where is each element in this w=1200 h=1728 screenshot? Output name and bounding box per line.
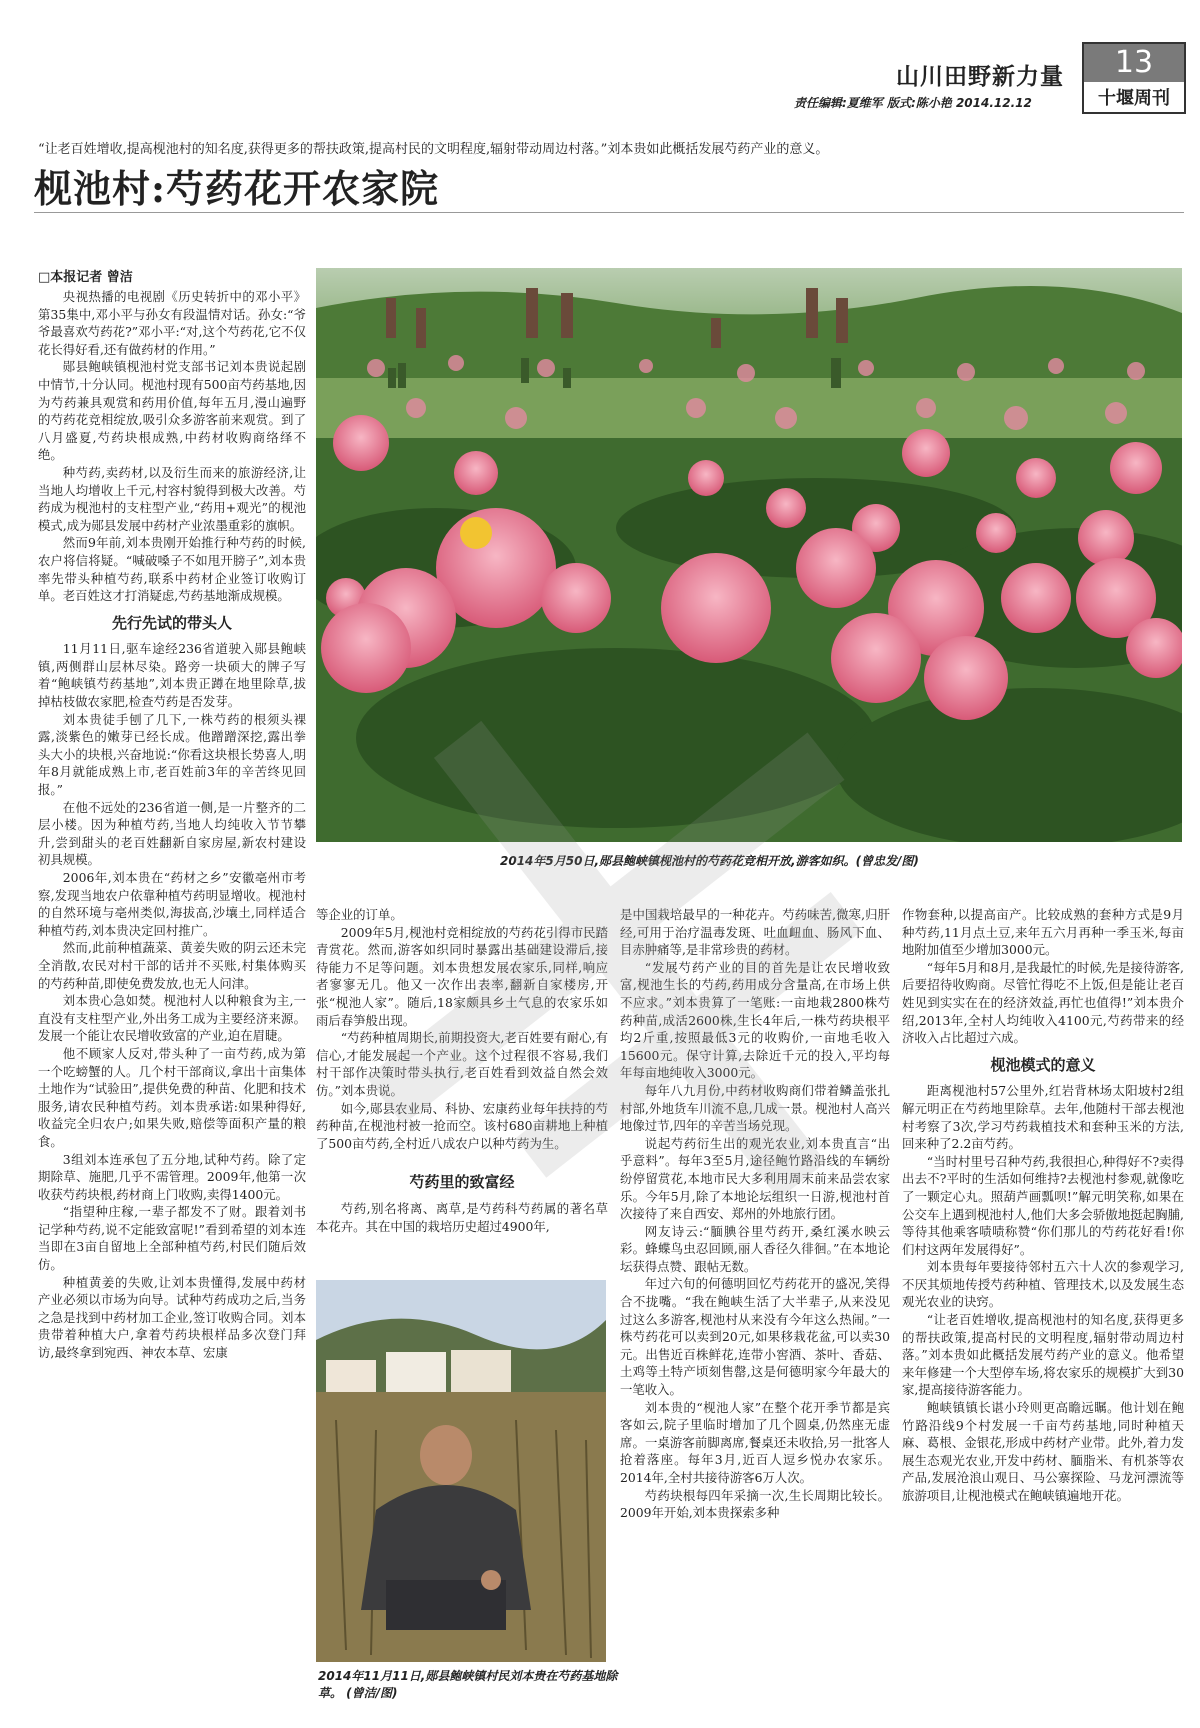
peony-field-photo	[316, 268, 1182, 842]
paragraph: “发展芍药产业的目的首先是让农民增收致富,枧池生长的芍药,药用成分含量高,在市场上供不应求。”刘本贵算了一笔账:一亩地栽2800株芍药种苗,成活2600株,生长4年后,一株芍药块根平均2斤重,按照最低3元的收购价,一亩地毛收入15600元。保守计算,去除近千元的投入,平均每年每亩地纯收入3000元。	[620, 959, 890, 1081]
page-number-box	[1082, 42, 1186, 114]
paragraph: 网友诗云:“腼腆谷里芍药开,桑红溪水映云彩。蜂蝶鸟虫忍回顾,丽人香径久徘徊。”在本地论坛获得点赞、跟帖无数。	[620, 1223, 890, 1274]
paragraph: “当时村里号召种芍药,我很担心,种得好不?卖得出去不?平时的生活如何维持?去枧池村参观,就像吃了一颗定心丸。照葫芦画瓢呗!”解元明笑称,如果在公交车上遇到枧池村人,他们大多会骄傲地挺起胸脯,等待其他乘客啧啧称赞“你们那儿的芍药花好看!你们村这两年发展得好”。	[902, 1153, 1184, 1257]
paragraph: 种植黄姜的失败,让刘本贵懂得,发展中药材产业必须以市场为向导。试种芍药成功之后,当务之急是找到中药材加工企业,签订收购合同。刘本贵带着种植大户,拿着芍药块根样品多次登门拜访,最终拿到宛西、神农本草、宏康	[38, 1274, 306, 1361]
paragraph: 每年八九月份,中药材收购商们带着鳞盖张扎村部,外地货车川流不息,几成一景。枧池村人高兴地像过节,四年的辛苦当场兑现。	[620, 1082, 890, 1134]
editor-credits: 责任编辑:夏维军 版式:陈小艳 2014.12.12	[794, 96, 1032, 110]
article-column-4	[902, 906, 1184, 1505]
paragraph: 11月11日,驱车途经236省道驶入郧县鲍峡镇,两侧群山层林尽染。路旁一块硕大的牌子写着“鲍峡镇芍药基地”,刘本贵正蹲在地里除草,拔掉枯枝做农家肥,检查芍药是否发芽。	[38, 641, 306, 710]
paragraph: “指望种庄稼,一辈子都发不了财。跟着刘书记学种芍药,说不定能致富呢!”看到希望的刘本连当即在3亩自留地上全部种植芍药,村民们随后效仿。	[38, 1204, 306, 1273]
paragraph: 2006年,刘本贵在“药材之乡”安徽亳州市考察,发现当地农户依靠种植芍药明显增收。枧池村的自然环境与亳州类似,海拔高,沙壤土,同样适合种植芍药,刘本贵决定回村推广。	[38, 870, 306, 938]
paragraph: 鲍峡镇镇长谌小玲则更高瞻远瞩。他计划在鲍竹路沿线9个村发展一千亩芍药基地,同时种植天麻、葛根、金银花,形成中药材产业带。此外,着力发展生态观光农业,开发中药材、腼脂米、有机茶等农产品,发展沧浪山观日、马公寨探险、马龙河漂流等旅游项目,让枧池模式在鲍峡镇遍地开花。	[902, 1400, 1184, 1503]
lead-quote: “让老百姓增收,提高枧池村的知名度,获得更多的帮扶政策,提高村民的文明程度,辐射带动周边村落。”刘本贵如此概括发展芍药产业的意义。	[38, 142, 829, 157]
paragraph: 如今,郧县农业局、科协、宏康药业每年扶持的芍药种苗,在枧池村被一抢而空。该村680亩耕地上种植了500亩芍药,全村近八成农户以种芍药为生。	[316, 1100, 608, 1151]
paragraph: 郧县鲍峡镇枧池村党支部书记刘本贵说起剧中情节,十分认同。枧池村现有500亩芍药基地,因为芍药兼具观赏和药用价值,每年五月,漫山遍野的芍药花竞相绽放,吸引众多游客前来观赏。到了八月盛夏,芍药块根成熟,中药材收购商络绎不绝。	[38, 359, 306, 463]
paragraph: 央视热播的电视剧《历史转折中的邓小平》第35集中,邓小平与孙女有段温情对话。孙女:“爷爷最喜欢芍药花?”邓小平:“对,这个芍药花,它不仅花长得好看,还有做药材的作用。”	[38, 289, 306, 357]
paragraph: 然而9年前,刘本贵刚开始推行种芍药的时候,农户将信将疑。“喊破嗓子不如甩开膀子”,刘本贵率先带头种植芍药,联系中药材企业签订收购订单。老百姓这才打消疑虑,芍药基地渐成规模。	[38, 535, 306, 604]
paragraph: 3组刘本连承包了五分地,试种芍药。除了定期除草、施肥,几乎不需管理。2009年,他第一次收获芍药块根,药材商上门收购,卖得1400元。	[38, 1151, 306, 1202]
farmer-photo	[316, 1280, 606, 1662]
byline: □本报记者 曾洁	[38, 270, 133, 285]
paper-name: 十堰周刊	[1098, 88, 1170, 109]
article-column-2	[316, 906, 608, 1235]
paragraph: 在他不远处的236省道一侧,是一片整齐的二层小楼。因为种植芍药,当地人均纯收入节节攀升,尝到甜头的老百姓翻新自家房屋,新农村建设初具规模。	[38, 799, 306, 868]
paragraph: 距离枧池村57公里外,红岩背林场太阳坡村2组解元明正在芍药地里除草。去年,他随村干部去枧池村考察了3次,学习芍药栽植技术和套种玉米的方法,回来种了2.2亩芍药。	[902, 1083, 1184, 1152]
subheading: 先行先试的带头人	[111, 613, 232, 632]
paragraph: 说起芍药衍生出的观光农业,刘本贵直言“出乎意料”。每年3至5月,途径鲍竹路沿线的车辆纷纷停留赏花,本地市民大多利用周末前来品尝农家乐。今年5月,除了本地论坛组织一日游,枧池村首次接待了来自西安、郑州的外地旅行团。	[620, 1135, 890, 1222]
headline: 枧池村:芍药花开农家院	[34, 166, 440, 211]
peony-field-illustration	[316, 268, 1182, 842]
subheading: 芍药里的致富经	[409, 1173, 515, 1192]
paragraph: 作物套种,以提高亩产。比较成熟的套种方式是9月种芍药,11月点土豆,来年五六月再种一季玉米,每亩地附加值至少增加3000元。	[902, 907, 1184, 958]
page-number: 13	[1084, 44, 1184, 82]
article-column-1	[38, 288, 306, 1362]
paragraph: “芍药种植周期长,前期投资大,老百姓要有耐心,有信心,才能发展起一个产业。这个过程很不容易,我们村干部作决策时带头执行,老百姓看到效益自然会效仿。”刘本贵说。	[316, 1030, 608, 1098]
paragraph: 2009年5月,枧池村竞相绽放的芍药花引得市民踏青赏花。然而,游客如织同时暴露出基础建设滞后,接待能力不足等问题。刘本贵想发展农家乐,同样,响应者寥寥无几。他又一次作出表率,翻新自家楼房,开张“枧池人家”。随后,18家颇具乡土气息的农家乐如雨后春笋般出现。	[316, 924, 608, 1028]
paragraph: 刘本贵的“枧池人家”在整个花开季节都是宾客如云,院子里临时增加了几个圆桌,仍然座无虚席。一桌游客前脚离席,餐桌还未收拾,另一批客人抢着落座。每年3月,近百人逗乡悦办农家乐。2014年,全村共接待游客6万人次。	[620, 1399, 890, 1485]
subheading: 枧池模式的意义	[990, 1055, 1096, 1074]
paragraph: “每年5月和8月,是我最忙的时候,先是接待游客,后要招待收购商。尽管忙得吃不上饭,但是能让老百姓见到实实在在的经济效益,再忙也值得!”刘本贵介绍,2013年,全村人均纯收入4100元,芍药带来的经济收入占比超过六成。	[902, 959, 1184, 1046]
paragraph: 芍药块根每四年采摘一次,生长周期比较长。2009年开始,刘本贵探索多种	[620, 1487, 890, 1521]
section-title: 山川田野新力量	[896, 63, 1064, 90]
headline-divider	[34, 212, 1184, 213]
paragraph: 芍药,别名将离、离草,是芍药科芍药属的著名草本花卉。其在中国的栽培历史超过4900年,	[316, 1200, 608, 1234]
photo-caption: 2014年11月11日,郧县鲍峡镇村民刘本贵在芍药基地除草。 (曾洁/图)	[318, 1669, 618, 1700]
paragraph: 刘本贵每年要接待邻村五六十人次的参观学习,不厌其烦地传授芍药种植、管理技术,以及发展生态观光农业的诀窍。	[902, 1259, 1184, 1310]
paragraph: 是中国栽培最早的一种花卉。芍药味苦,微寒,归肝经,可用于治疗温毒发斑、吐血衄血、肠风下血、目赤肿痛等,是非常珍贵的药材。	[620, 907, 890, 958]
paragraph: 年过六旬的何德明回忆芍药花开的盛况,笑得合不拢嘴。“我在鲍峡生活了大半辈子,从来没见过这么多游客,枧池村从来没有今年这么热闹。”一株芍药花可以卖到20元,如果移栽花盆,可以卖30元。出售近百株鲜花,连带小窖酒、茶叶、香菇、土鸡等土特产顷刻售罄,这是何德明家今年最大的一笔收入。	[620, 1276, 890, 1398]
paragraph: 刘本贵心急如焚。枧池村人以种粮食为主,一直没有支柱型产业,外出务工成为主要经济来源。发展一个能让农民增收致富的产业,迫在眉睫。	[38, 993, 306, 1044]
article-column-3	[620, 906, 890, 1522]
paragraph: 然而,此前种植蔬菜、黄姜失败的阴云还未完全消散,农民对村干部的话并不买账,村集体购买的芍药种苗,即使免费发放,也无人问津。	[38, 940, 306, 991]
paragraph: 等企业的订单。	[316, 907, 403, 922]
paragraph: “让老百姓增收,提高枧池村的知名度,获得更多的帮扶政策,提高村民的文明程度,辐射带动周边村落。”刘本贵如此概括发展芍药产业的意义。他希望来年修建一个大型停车场,将农家乐的规模扩大到30家,提高接待游客能力。	[902, 1312, 1184, 1398]
paragraph: 刘本贵徒手刨了几下,一株芍药的根须头裸露,淡紫色的嫩芽已经长成。他蹭蹭深挖,露出拳头大小的块根,兴奋地说:“你看这块根长势喜人,明年8月就能成熟上市,老百姓前3年的辛苦终见回报。”	[38, 711, 306, 798]
photo-caption: 2014年5月50日,郧县鲍峡镇枧池村的芍药花竞相开放,游客如织。(曾忠发/图)	[500, 854, 919, 868]
paragraph: 他不顾家人反对,带头种了一亩芍药,成为第一个吃螃蟹的人。几个村干部商议,拿出十亩集体土地作为“试验田”,提供免费的种苗、化肥和技术服务,请农民种植芍药。刘本贵承诺:如果种得好,收益完全归农户;如果失败,赔偿等面积产量的粮食。	[38, 1045, 306, 1149]
paragraph: 种芍药,卖药材,以及衍生而来的旅游经济,让当地人均增收上千元,村容村貌得到极大改善。芍药成为枧池村的支柱型产业,“药用+观光”的枧池模式,成为郧县发展中药材产业浓墨重彩的旗帜。	[38, 464, 306, 533]
farmer-illustration	[316, 1280, 606, 1662]
